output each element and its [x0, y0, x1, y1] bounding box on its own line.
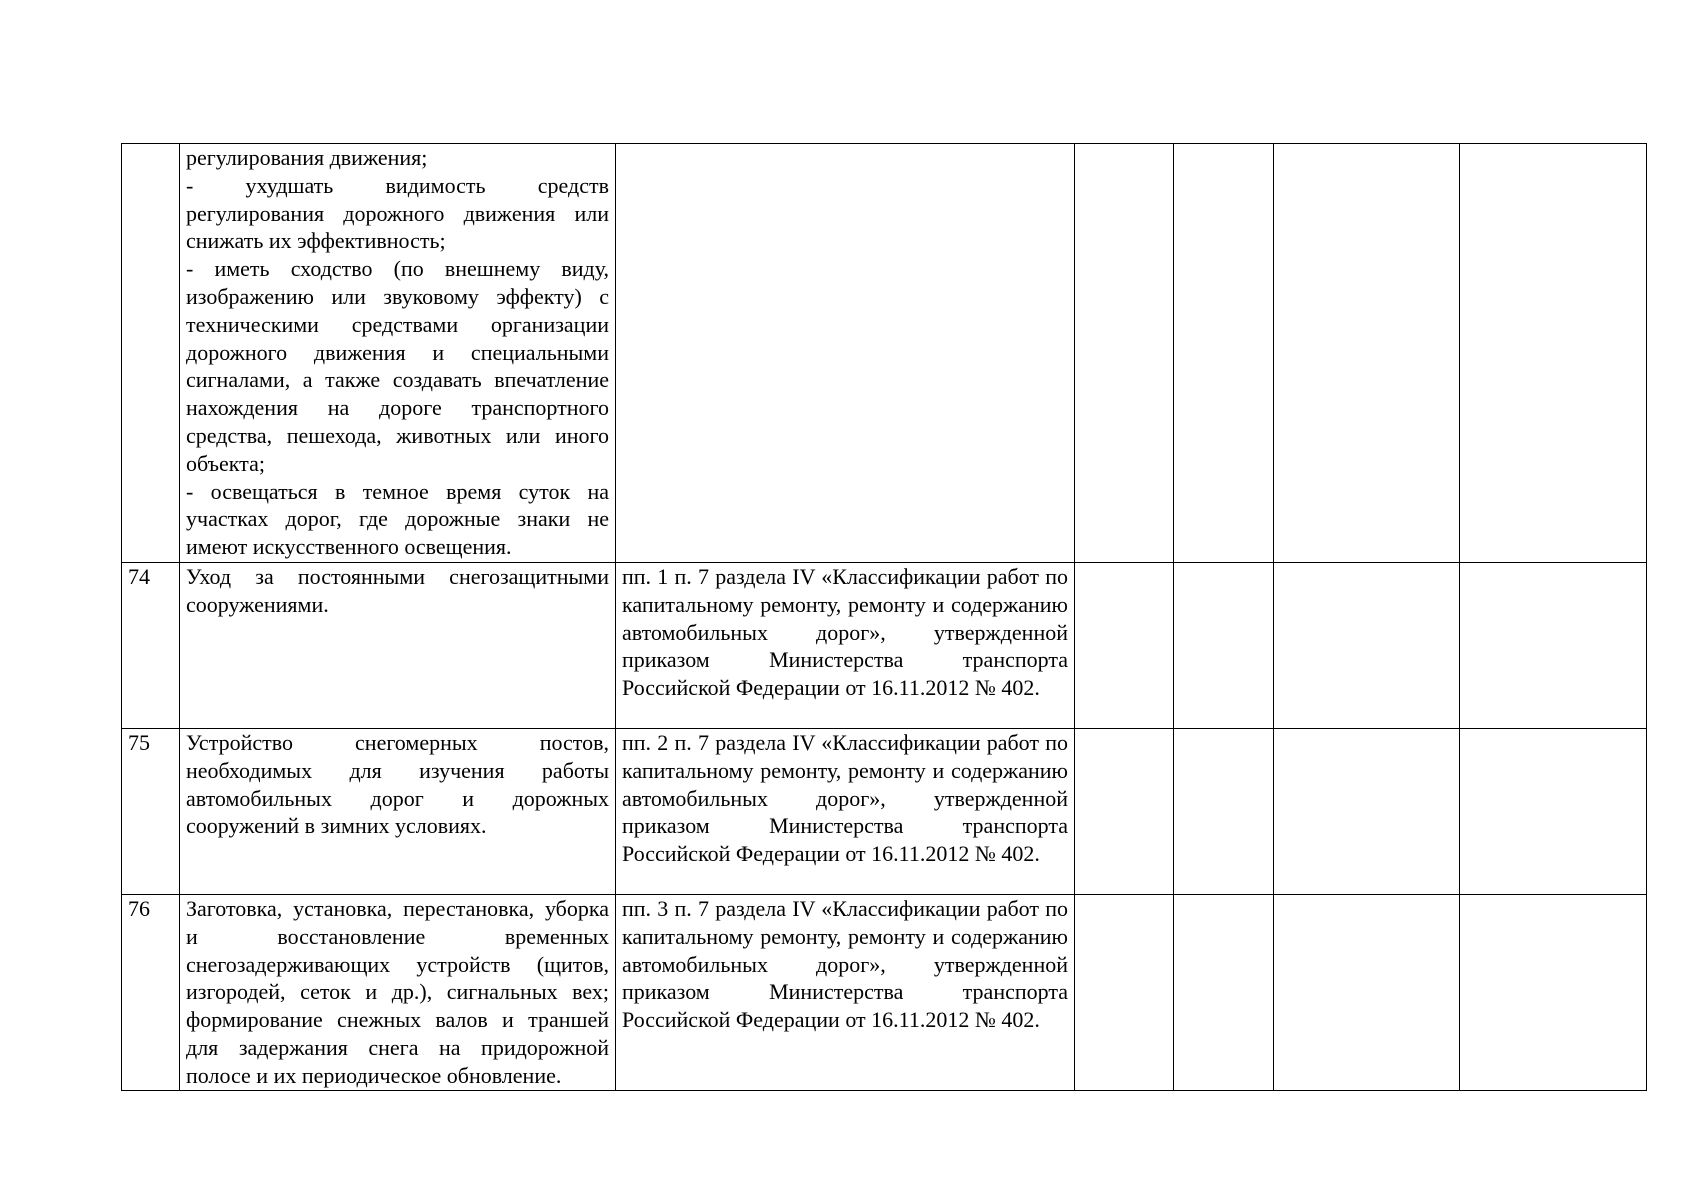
description-cell — [180, 144, 616, 563]
empty-cell — [1075, 144, 1174, 563]
reference-text: пп. 3 п. 7 раздела IV «Классификации работ по капитальному ремонту, ремонту и содержанию автомобильных дорог», утвержденной приказом Министерства транспорта Российской Федерации от 16.11.2012 № 402. — [622, 896, 1068, 1033]
description-cell — [180, 895, 616, 1091]
empty-cell — [1075, 729, 1174, 895]
table-row — [122, 729, 1647, 895]
empty-cell — [1075, 563, 1174, 729]
empty-cell — [1274, 563, 1460, 729]
description-paragraph: - иметь сходство (по внешнему виду, изображению или звуковому эффекту) с техническими средствами организации дорожного движения и специальными сигналами, а также создавать впечатление нахождения на дороге транспортного средства, пешехода, животных или иного объекта; — [186, 256, 609, 476]
empty-cell — [1460, 729, 1647, 895]
row-number-cell: 75 — [122, 729, 180, 895]
reference-text: пп. 1 п. 7 раздела IV «Классификации работ по капитальному ремонту, ремонту и содержанию автомобильных дорог», утвержденной приказом Министерства транспорта Российской Федерации от 16.11.2012 № 402. — [622, 564, 1068, 701]
description-cell — [180, 563, 616, 729]
description-paragraph: - освещаться в темное время суток на участках дорог, где дорожные знаки не имеют искусственного освещения. — [186, 478, 609, 560]
row-number-cell: 74 — [122, 563, 180, 729]
empty-cell — [1174, 895, 1274, 1091]
reference-cell — [616, 729, 1075, 895]
empty-cell — [1460, 895, 1647, 1091]
reference-cell — [616, 144, 1075, 563]
description-paragraph: Заготовка, установка, перестановка, уборка и восстановление временных снегозадерживающих устройств (щитов, изгородей, сеток и др.), сигнальных вех; формирование снежных валов и траншей для задержания снега на придорожной полосе и их периодическое обновление. — [186, 896, 609, 1088]
empty-cell — [1274, 895, 1460, 1091]
empty-cell — [1274, 729, 1460, 895]
table-row — [122, 563, 1647, 729]
empty-cell — [1174, 729, 1274, 895]
reference-text: пп. 2 п. 7 раздела IV «Классификации работ по капитальному ремонту, ремонту и содержанию автомобильных дорог», утвержденной приказом Министерства транспорта Российской Федерации от 16.11.2012 № 402. — [622, 730, 1068, 867]
description-paragraph: - ухудшать видимость средств регулирования дорожного движения или снижать их эффективность; — [186, 172, 609, 254]
description-paragraph: Устройство снегомерных постов, необходимых для изучения работы автомобильных дорог и дорожных сооружений в зимних условиях. — [186, 730, 609, 839]
reference-cell — [616, 895, 1075, 1091]
row-number-cell: 76 — [122, 895, 180, 1091]
description-paragraph: Уход за постоянными снегозащитными сооружениями. — [186, 564, 609, 617]
description-paragraph: регулирования движения; — [186, 145, 428, 170]
empty-cell — [1460, 563, 1647, 729]
table-row — [122, 895, 1647, 1091]
row-number-cell — [122, 144, 180, 563]
empty-cell — [1174, 144, 1274, 563]
requirements-table — [121, 143, 1647, 1091]
empty-cell — [1174, 563, 1274, 729]
reference-cell — [616, 563, 1075, 729]
table-row — [122, 144, 1647, 563]
empty-cell — [1075, 895, 1174, 1091]
description-cell — [180, 729, 616, 895]
empty-cell — [1460, 144, 1647, 563]
empty-cell — [1274, 144, 1460, 563]
